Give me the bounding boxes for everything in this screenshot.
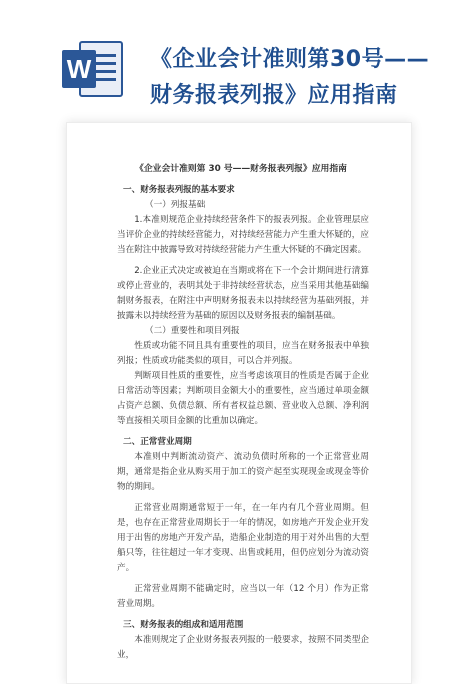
section-heading-2: 二、正常营业周期 <box>123 437 192 447</box>
subsection-heading-1: （一）列报基础 <box>145 200 206 210</box>
paragraph-3: 性质或功能不同且具有重要性的项目，应当在财务报表中单独列报；性质或功能类似的项目，可以合并列报。 <box>117 341 369 366</box>
paragraph-5: 本准则中判断流动资产、流动负债时所称的一个正常营业周期，通常是指企业从购买用于加工的资产起至实现现金或现金等价物的期间。 <box>117 452 369 492</box>
header <box>0 0 474 128</box>
document-title: 《企业会计准则第 30 号——财务报表列报》应用指南 <box>135 164 347 174</box>
section-heading-3: 三、财务报表的组成和适用范围 <box>123 620 244 630</box>
document-content <box>117 162 369 663</box>
paragraph-6: 正常营业周期通常短于一年，在一年内有几个营业周期。但是，也存在正常营业周期长于一年的情况，如房地产开发企业开发用于出售的房地产开发产品，造船企业制造的用于对外出售的大型船只等，往往超过一年才变现、出售或耗用，但仍应划分为流动资产。 <box>117 503 369 573</box>
paragraph-7: 正常营业周期不能确定时，应当以一年（12 个月）作为正常营业周期。 <box>117 584 369 609</box>
paragraph-2: 2.企业正式决定或被迫在当期或将在下一个会计期间进行清算或停止营业的，表明其处于非持续经营状态，应当采用其他基础编制财务报表，在附注中声明财务报表未以持续经营为基础列报，并披露未以持续经营为基础的原因以及财务报表的编制基础。 <box>117 266 369 321</box>
section-heading-1: 一、财务报表列报的基本要求 <box>123 185 235 195</box>
subsection-heading-2: （二）重要性和项目列报 <box>145 326 240 336</box>
page-title-line-1: 《企业会计准则第30号—— <box>150 47 430 72</box>
paragraph-8: 本准则规定了企业财务报表列报的一般要求，按照不同类型企业， <box>117 635 369 660</box>
paragraph-1: 1.本准则规范企业持续经营条件下的报表列报。企业管理层应当评价企业的持续经营能力，对持续经营能力产生重大怀疑的，应当在附注中披露导致对持续经营能力产生重大怀疑的不确定因素。 <box>117 215 369 255</box>
word-icon <box>62 36 124 102</box>
paragraph-4: 判断项目性质的重要性，应当考虑该项目的性质是否属于企业日常活动等因素；判断项目金额大小的重要性，应当通过单项金额占资产总额、负债总额、所有者权益总额、营业收入总额、净利润等直接相关项目金额的比重加以确定。 <box>117 371 369 426</box>
page-title-line-2: 财务报表列报》应用指南 <box>150 83 398 108</box>
word-icon-letter: W <box>66 54 92 84</box>
